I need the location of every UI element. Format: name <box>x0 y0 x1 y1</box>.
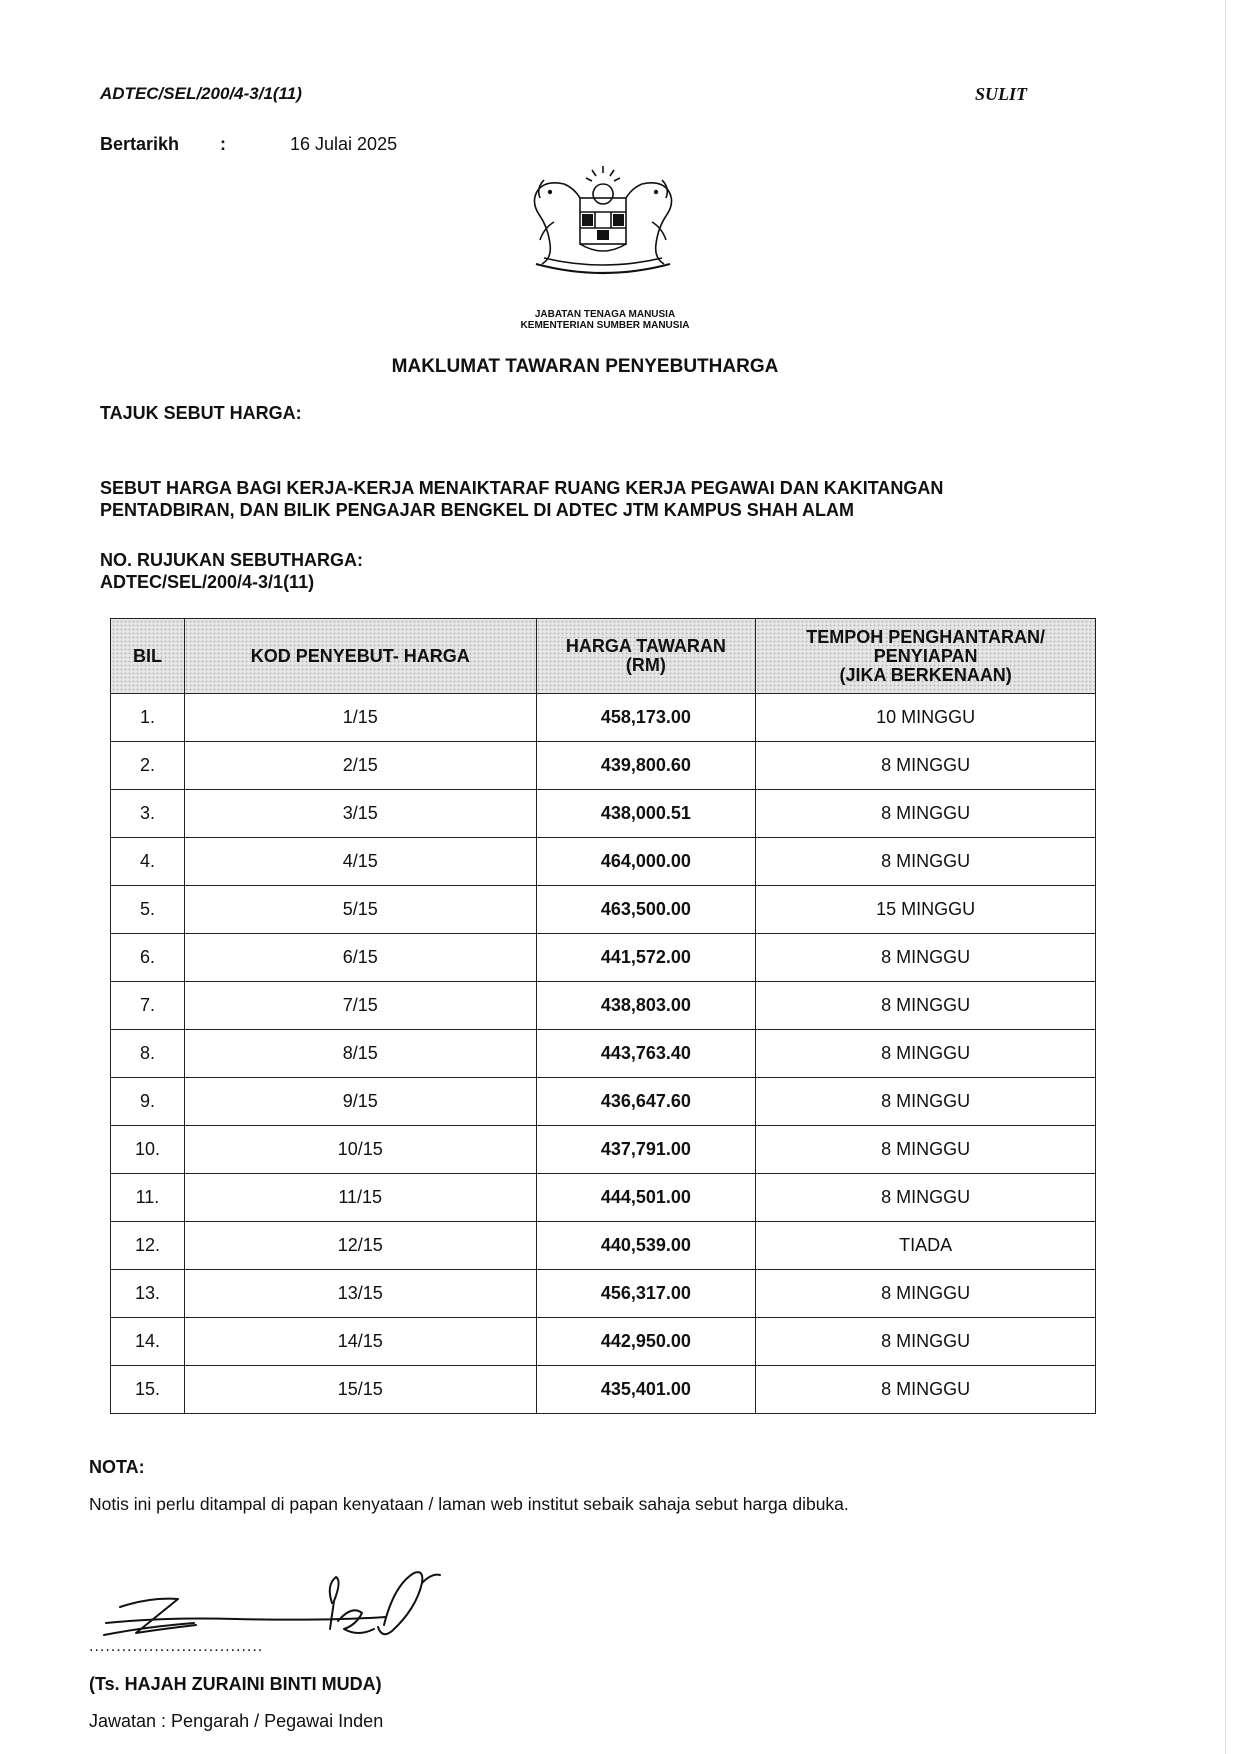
header-tempoh-line-2: PENYIAPAN <box>873 645 978 666</box>
cell-tempoh: 8 MINGGU <box>756 742 1096 790</box>
cell-harga: 444,501.00 <box>536 1174 756 1222</box>
cell-tempoh: 15 MINGGU <box>756 886 1096 934</box>
header-harga-line-1: HARGA TAWARAN <box>565 636 726 656</box>
header-bil: BIL <box>111 619 185 694</box>
cell-tempoh: 8 MINGGU <box>756 1366 1096 1414</box>
cell-harga: 443,763.40 <box>536 1030 756 1078</box>
cell-tempoh: 8 MINGGU <box>756 838 1096 886</box>
cell-kod: 14/15 <box>184 1318 536 1366</box>
cell-kod: 7/15 <box>184 982 536 1030</box>
table-row <box>111 1222 1096 1270</box>
table-row <box>111 694 1096 742</box>
cell-kod: 6/15 <box>184 934 536 982</box>
cell-tempoh: 8 MINGGU <box>756 790 1096 838</box>
signer-position: Jawatan : Pengarah / Pegawai Inden <box>89 1711 384 1731</box>
cell-harga: 456,317.00 <box>536 1270 756 1318</box>
cell-kod: 10/15 <box>184 1126 536 1174</box>
header-kod: KOD PENYEBUT- HARGA <box>184 619 536 694</box>
reference-value: ADTEC/SEL/200/4-3/1(11) <box>100 572 315 592</box>
project-title-line-1: SEBUT HARGA BAGI KERJA-KERJA MENAIKTARAF RUANG KERJA PEGAWAI DAN KAKITANGAN <box>100 478 944 498</box>
signer-name: (Ts. HAJAH ZURAINI BINTI MUDA) <box>89 1674 382 1694</box>
cell-harga: 435,401.00 <box>536 1366 756 1414</box>
project-title <box>100 477 1100 521</box>
date-label: Bertarikh <box>100 134 180 154</box>
table-row <box>111 838 1096 886</box>
cell-kod: 1/15 <box>184 694 536 742</box>
table-row <box>111 1318 1096 1366</box>
cell-kod: 2/15 <box>184 742 536 790</box>
table-row <box>111 1366 1096 1414</box>
cell-tempoh: 8 MINGGU <box>756 934 1096 982</box>
reference-block <box>100 549 363 593</box>
table-row <box>111 1078 1096 1126</box>
cell-bil: 11. <box>111 1174 185 1222</box>
cell-tempoh: 10 MINGGU <box>756 694 1096 742</box>
table-row <box>111 1126 1096 1174</box>
agency-name <box>400 309 810 331</box>
cell-bil: 7. <box>111 982 185 1030</box>
agency-line-1: JABATAN TENAGA MANUSIA <box>534 309 676 320</box>
cell-kod: 4/15 <box>184 838 536 886</box>
nota-title: NOTA: <box>89 1457 145 1477</box>
cell-tempoh: 8 MINGGU <box>756 1030 1096 1078</box>
cell-bil: 3. <box>111 790 185 838</box>
cell-tempoh: 8 MINGGU <box>756 1318 1096 1366</box>
cell-bil: 5. <box>111 886 185 934</box>
header-tempoh <box>756 619 1096 694</box>
cell-harga: 463,500.00 <box>536 886 756 934</box>
table-row <box>111 934 1096 982</box>
malaysia-coat-of-arms-icon <box>514 162 692 280</box>
table-row <box>111 742 1096 790</box>
cell-harga: 441,572.00 <box>536 934 756 982</box>
tajuk-label: TAJUK SEBUT HARGA: <box>100 403 302 423</box>
date-colon: : <box>220 134 226 154</box>
cell-bil: 8. <box>111 1030 185 1078</box>
table-header-row <box>111 619 1096 694</box>
table-row <box>111 1174 1096 1222</box>
cell-bil: 1. <box>111 694 185 742</box>
cell-harga: 438,803.00 <box>536 982 756 1030</box>
offers-table <box>110 618 1096 1414</box>
cell-bil: 6. <box>111 934 185 982</box>
cell-harga: 437,791.00 <box>536 1126 756 1174</box>
reference-label: NO. RUJUKAN SEBUTHARGA: <box>100 550 364 570</box>
cell-tempoh: 8 MINGGU <box>756 1270 1096 1318</box>
table-row <box>111 790 1096 838</box>
cell-harga: 440,539.00 <box>536 1222 756 1270</box>
table-row <box>111 1030 1096 1078</box>
cell-harga: 442,950.00 <box>536 1318 756 1366</box>
project-title-line-2: PENTADBIRAN, DAN BILIK PENGAJAR BENGKEL DI ADTEC JTM KAMPUS SHAH ALAM <box>100 500 855 520</box>
cell-tempoh: 8 MINGGU <box>756 1078 1096 1126</box>
cell-tempoh: 8 MINGGU <box>756 1126 1096 1174</box>
cell-bil: 10. <box>111 1126 185 1174</box>
cell-bil: 15. <box>111 1366 185 1414</box>
cell-bil: 2. <box>111 742 185 790</box>
header-harga <box>536 619 756 694</box>
cell-kod: 15/15 <box>184 1366 536 1414</box>
cell-harga: 458,173.00 <box>536 694 756 742</box>
cell-tempoh: 8 MINGGU <box>756 982 1096 1030</box>
header-tempoh-line-1: TEMPOH PENGHANTARAN/ <box>806 626 1045 647</box>
header-harga-line-2: (RM) <box>625 655 666 675</box>
document-reference: ADTEC/SEL/200/4-3/1(11) <box>100 84 302 103</box>
scan-edge-divider <box>1225 0 1226 1754</box>
cell-harga: 438,000.51 <box>536 790 756 838</box>
classification-label: SULIT <box>975 84 1028 104</box>
cell-harga: 439,800.60 <box>536 742 756 790</box>
cell-bil: 14. <box>111 1318 185 1366</box>
cell-kod: 13/15 <box>184 1270 536 1318</box>
cell-tempoh: 8 MINGGU <box>756 1174 1096 1222</box>
cell-bil: 13. <box>111 1270 185 1318</box>
nota-text: Notis ini perlu ditampal di papan kenyataan / laman web institut sebaik sahaja sebut harga dibuka. <box>89 1494 849 1514</box>
table-row <box>111 982 1096 1030</box>
cell-kod: 3/15 <box>184 790 536 838</box>
cell-bil: 4. <box>111 838 185 886</box>
cell-tempoh: TIADA <box>756 1222 1096 1270</box>
cell-kod: 9/15 <box>184 1078 536 1126</box>
date-value: 16 Julai 2025 <box>290 134 398 154</box>
agency-line-2: KEMENTERIAN SUMBER MANUSIA <box>520 320 690 331</box>
cell-bil: 9. <box>111 1078 185 1126</box>
cell-harga: 436,647.60 <box>536 1078 756 1126</box>
header-tempoh-line-3: (JIKA BERKENAAN) <box>839 664 1012 685</box>
table-row <box>111 1270 1096 1318</box>
signature-line: ................................ <box>89 1638 264 1655</box>
cell-harga: 464,000.00 <box>536 838 756 886</box>
cell-kod: 11/15 <box>184 1174 536 1222</box>
cell-bil: 12. <box>111 1222 185 1270</box>
cell-kod: 8/15 <box>184 1030 536 1078</box>
table-row <box>111 886 1096 934</box>
page-title: MAKLUMAT TAWARAN PENYEBUTHARGA <box>391 356 779 377</box>
cell-kod: 12/15 <box>184 1222 536 1270</box>
cell-kod: 5/15 <box>184 886 536 934</box>
